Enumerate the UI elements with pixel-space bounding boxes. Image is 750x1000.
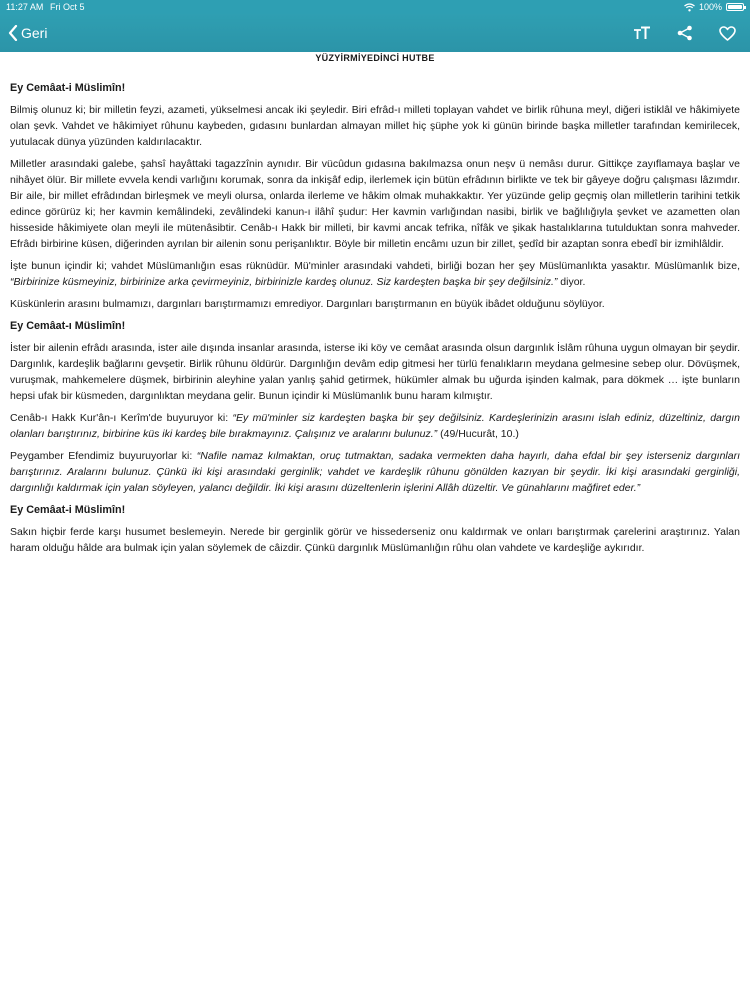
status-date: Fri Oct 5: [50, 2, 85, 12]
paragraph: Bilmiş olunuz ki; bir milletin feyzi, azameti, yükselmesi ancak iki şeyledir. Biri efrâd-ı milleti toplayan vahdet ve birlik rûhuna meyl, diğeri istiklâl ve hâkimiyete olan şevk. Vahdet ve hâkimiyet rûhunu kaybeden, gıdasını bunlardan almayan millet hiç şüphe yok ki günün birinde başka milletler tarafından kemirilecek, yutulacak dünya yüzünden kaldırılacaktır.: [10, 104, 740, 148]
paragraph: Küskünlerin arasını bulmamızı, dargınları barıştırmamızı emrediyor. Dargınları barıştırmanın en büyük ibâdet olduğunu söylüyor.: [10, 298, 605, 310]
share-icon[interactable]: [677, 25, 693, 41]
paragraph: [10, 410, 740, 442]
quote-text: “Birbirinize küsmeyiniz, birbirinize arka çevirmeyiniz, birbirinizle kardeş olunuz. Siz kardeşten başka bir şey değilsiniz.”: [10, 276, 558, 288]
paragraph-text: İşte bunun içindir ki; vahdet Müslümanlığın esas rüknüdür. Mü'minler arasındaki vahdeti, birliği bozan her şey Müslümanlıkta yasaktır. Müslümanlık bize,: [10, 260, 740, 272]
paragraph-text: diyor.: [557, 276, 586, 288]
status-right: [684, 0, 744, 14]
section-heading: Ey Cemâat-i Müslimîn!: [10, 504, 126, 516]
back-button[interactable]: [8, 14, 47, 52]
paragraph-text: Cenâb-ı Hakk Kur'ân-ı Kerîm'de buyuruyor ki:: [10, 412, 233, 424]
heart-icon[interactable]: [719, 26, 736, 41]
status-time: 11:27 AM: [6, 2, 44, 12]
paragraph: Milletler arasındaki galebe, şahsî hayâttaki tagazzînin aynıdır. Bir vücûdun gıdasına bakılmazsa onun neşv ü nemâsı durur. Gittikçe zayıflamaya başlar ve nihâyet ölür. Bir millete evvela kendi varlığını korumak, sonra da inkişâf edip, ilerlemek için bütün efrâdının birlikte ve tek bir gâyeye doğru çalışması lâzımdır. Bir aile, bir millet efrâdından birleşmek ve meyli olursa, onlarda ilerleme ve hâkim olmak muhakkaktır. Yer yüzünde gelip geçmiş olan milletlerin tarihini tetkik edince görürüz ki; her kavmin kemâlindeki, zevâlindeki kanun-ı ilâhî şudur: Her kavmin varlığından nasibi, birlik ve bağlılığıyla şevket ve azametten olan hisseside hâkimiyete olan meyli ile mütenâsibtir. Cenâb-ı Hakk bir milleti, bir kavmi ancak tefrika, nîfâk ve şikak hastalıklarına tutulduktan sonra mahveder. Efrâdı birbirine küsen, diğerinden ayrılan bir ailenin sonu perişanlıktır. Böyle bir milletin encâmı uzun bir zillet, şedîd bir azaptan sonra ebedî bir izmihlâldir.: [10, 158, 740, 250]
citation: (49/Hucurât, 10.): [437, 428, 519, 440]
battery-percent: 100%: [698, 2, 722, 12]
paragraph: Sakın hiçbir ferde karşı husumet beslemeyin. Nerede bir gerginlik görür ve hissederseniz onu kaldırmak ve onları barıştırmak çarelerini araştırınız. Yalan haram olduğu hâlde ara bulmak için yalan söylemek de câizdir. Çünkü dargınlık Müslümanlığın rûhu olan vahdete ve kardeşliğe aykırıdır.: [10, 526, 740, 554]
nav-bar: [0, 14, 750, 52]
section-heading: Ey Cemâat-ı Müslimîn!: [10, 320, 126, 332]
quote-text: “Ey mü'minler siz kardeşten başka bir şey değilsiniz. Kardeşlerinizin arasını islah ediniz, düzeltiniz, dargın olanları barıştırınız, birbirine küs iki kardeş bile bırakmayınız. Çalışınız ve aralarını bulunuz.”: [10, 412, 740, 440]
back-label: Geri: [21, 25, 48, 41]
section-heading: Ey Cemâat-i Müslimîn!: [10, 82, 126, 94]
paragraph: [10, 258, 740, 290]
chevron-left-icon: [8, 25, 18, 41]
status-bar: [0, 0, 750, 14]
battery-icon: [726, 3, 744, 11]
sermon-body: [10, 74, 740, 562]
quote-text: “Nafile namaz kılmaktan, oruç tutmaktan, sadaka vermekten daha hayırlı, daha efdal bir şey isterseniz dargınları barıştırınız. Aralarını bulunuz. Çünkü iki kişi arasındaki gerginlik; vahdet ve kardeşlik rûhunu gönülden kazıyan bir şeydir. İki kişi arasındaki gerginliği, dargınlığı kaldırmak için yalan söyleyen, yalancı değildir. İki kişi arasını düzeltenlerin işlerini Allâh düzeltir. Ve günahlarını mağfiret eder.”: [10, 450, 740, 494]
nav-actions: [633, 14, 736, 52]
paragraph-text: Peygamber Efendimiz buyuruyorlar ki:: [10, 450, 197, 462]
page-title: YÜZYİRMİYEDİNCİ HUTBE: [315, 53, 435, 63]
paragraph: İster bir ailenin efrâdı arasında, ister aile dışında insanlar arasında, isterse iki köy ve cemâat arasında olsun dargınlık İslâm rûhuna uygun olmayan bir şeydir. Dargınlık, kardeşlik bağlarını gevşetir. Birlik rûhunu öldürür. Dargınlığın devâm edip gitmesi her türlü fenalıkların meydana gelmesine sebep olur. Dövüşmek, vuruşmak, mahkemelere düşmek, birbirinin aleyhine yalan yanlış şahid getirmek, hükümler almak bu uğurda işinden kalmak, para dökmek … işte bunların hepsi ufak bir küsmeden, dargınlıktan meydana gelir. Bunun içindir ki Müslümanlık bunu haram kılmıştır.: [10, 342, 740, 402]
text-size-icon[interactable]: [633, 26, 651, 40]
paragraph: [10, 448, 740, 496]
wifi-icon: [684, 3, 695, 12]
